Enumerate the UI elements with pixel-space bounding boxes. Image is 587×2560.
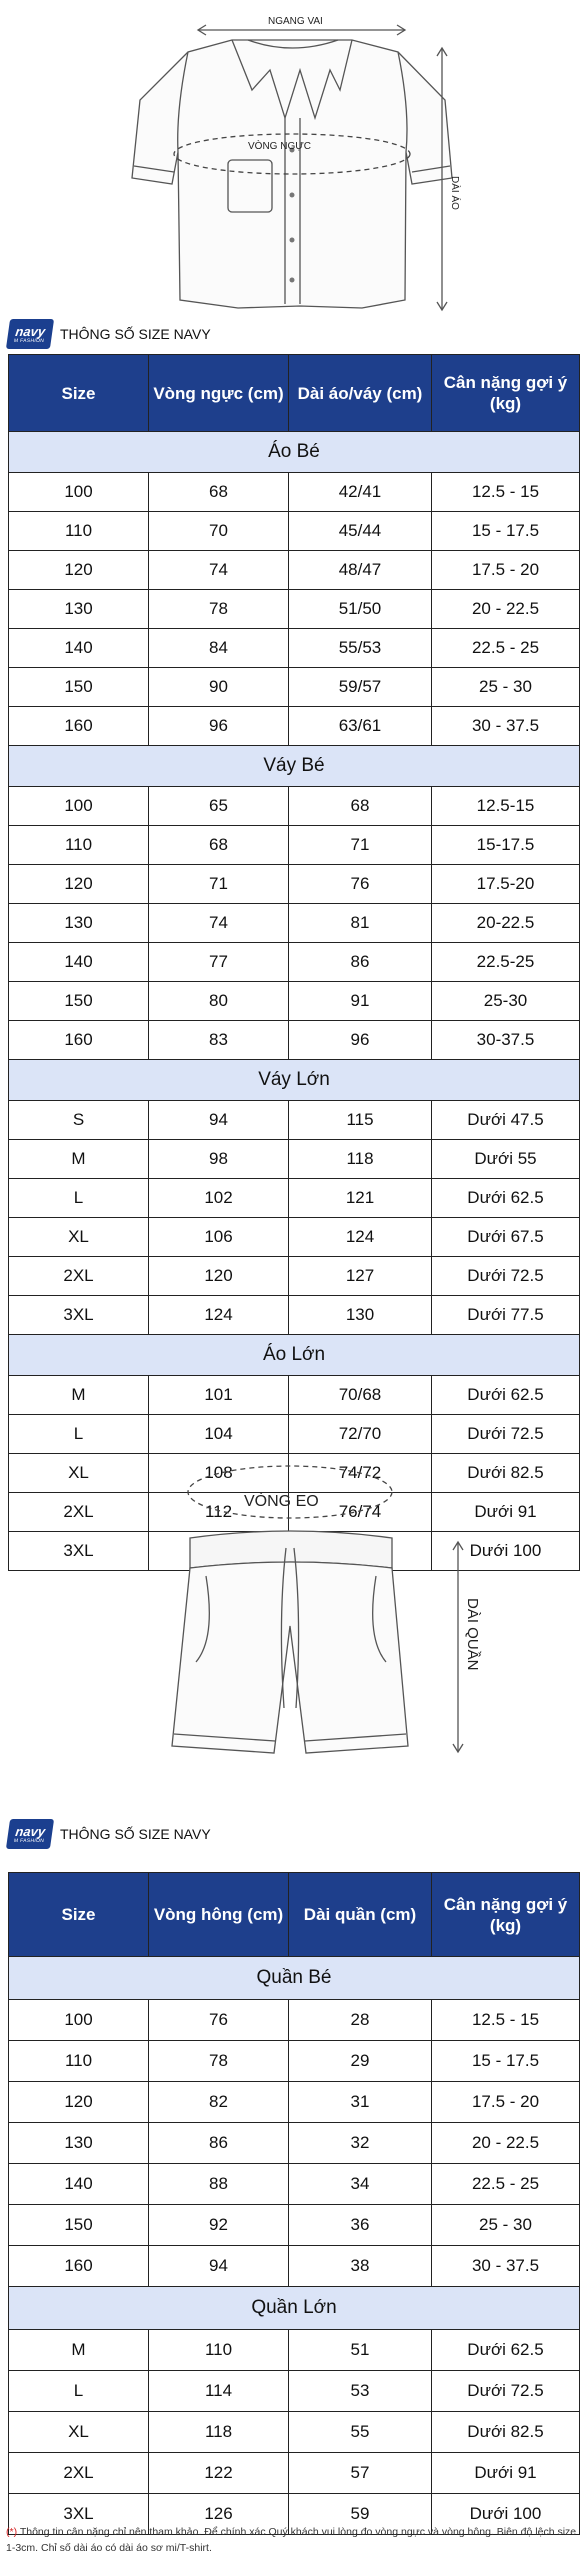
cell-size: 160: [9, 707, 149, 746]
header-weight: Cân nặng gợi ý (kg): [432, 355, 580, 432]
cell-length: 72/70: [289, 1415, 432, 1454]
navy-logo: [6, 1819, 54, 1849]
cell-length: 59: [289, 2494, 432, 2535]
cell-length: 55/53: [289, 629, 432, 668]
shoulder-label: NGANG VAI: [268, 16, 323, 27]
cell-weight: 30-37.5: [432, 1021, 580, 1060]
cell-size: 3XL: [9, 1532, 149, 1571]
cell-length: 91: [289, 982, 432, 1021]
cell-weight: Dưới 62.5: [432, 2330, 580, 2371]
cell-size: 2XL: [9, 1493, 149, 1532]
cell-length: 124: [289, 1218, 432, 1257]
table-row: [9, 1101, 580, 1140]
cell-measure: 82: [149, 2082, 289, 2123]
cell-size: 2XL: [9, 1257, 149, 1296]
table-row: [9, 707, 580, 746]
cell-length: 51: [289, 2330, 432, 2371]
table-row: [9, 826, 580, 865]
cell-weight: 20 - 22.5: [432, 2123, 580, 2164]
cell-length: 48/47: [289, 551, 432, 590]
section-title: Váy Bé: [9, 746, 580, 787]
cell-measure: 71: [149, 865, 289, 904]
table-row: [9, 2164, 580, 2205]
cell-size: L: [9, 1179, 149, 1218]
cell-size: 140: [9, 2164, 149, 2205]
cell-weight: Dưới 91: [432, 1493, 580, 1532]
cell-length: 81: [289, 904, 432, 943]
cell-weight: 17.5-20: [432, 865, 580, 904]
cell-length: 36: [289, 2205, 432, 2246]
cell-weight: 30 - 37.5: [432, 2246, 580, 2287]
cell-weight: Dưới 72.5: [432, 1415, 580, 1454]
cell-weight: 17.5 - 20: [432, 551, 580, 590]
cell-measure: 77: [149, 943, 289, 982]
cell-measure: 78: [149, 590, 289, 629]
cell-weight: Dưới 47.5: [432, 1101, 580, 1140]
cell-weight: Dưới 100: [432, 1532, 580, 1571]
cell-size: 130: [9, 590, 149, 629]
cell-length: 96: [289, 1021, 432, 1060]
cell-measure: 108: [149, 1454, 289, 1493]
section-title: Quần Bé: [9, 1957, 580, 2000]
cell-size: 100: [9, 2000, 149, 2041]
cell-measure: 126: [149, 2494, 289, 2535]
cell-length: 115: [289, 1101, 432, 1140]
brand-header-1: [8, 317, 211, 351]
cell-size: 120: [9, 865, 149, 904]
table-row: [9, 982, 580, 1021]
header-size: Size: [9, 1873, 149, 1957]
chest-label: VÒNG NGỰC: [248, 141, 311, 152]
cell-weight: Dưới 77.5: [432, 1296, 580, 1335]
cell-size: 160: [9, 1021, 149, 1060]
cell-size: XL: [9, 2412, 149, 2453]
length-label: DÀI ÁO: [449, 176, 460, 210]
table-row: [9, 1376, 580, 1415]
cell-weight: 30 - 37.5: [432, 707, 580, 746]
cell-measure: 90: [149, 668, 289, 707]
table-row: [9, 2412, 580, 2453]
shorts-size-table: [8, 1872, 580, 2535]
cell-measure: 106: [149, 1218, 289, 1257]
shirt-illustration: [0, 0, 587, 314]
table-header-row: [9, 355, 580, 432]
cell-size: 130: [9, 904, 149, 943]
cell-length: 32: [289, 2123, 432, 2164]
cell-weight: 25-30: [432, 982, 580, 1021]
cell-measure: 122: [149, 2453, 289, 2494]
table-row: [9, 512, 580, 551]
cell-weight: 12.5-15: [432, 787, 580, 826]
section-header-row: [9, 2287, 580, 2330]
shirt-measurement-diagram: [0, 0, 587, 314]
cell-measure: 112: [149, 1493, 289, 1532]
table-row: [9, 865, 580, 904]
table-row: [9, 473, 580, 512]
table-row: [9, 943, 580, 982]
cell-weight: 20 - 22.5: [432, 590, 580, 629]
cell-size: 100: [9, 787, 149, 826]
table-row: [9, 2453, 580, 2494]
table-row: [9, 2330, 580, 2371]
cell-length: 118: [289, 1140, 432, 1179]
cell-length: 70/68: [289, 1376, 432, 1415]
cell-size: XL: [9, 1454, 149, 1493]
cell-size: 150: [9, 668, 149, 707]
logo-tag: M FASHION: [13, 1837, 45, 1844]
table-row: [9, 1140, 580, 1179]
cell-weight: 15-17.5: [432, 826, 580, 865]
section-header-row: [9, 1060, 580, 1101]
cell-measure: 96: [149, 707, 289, 746]
section-header-row: [9, 1335, 580, 1376]
cell-length: 31: [289, 2082, 432, 2123]
cell-length: 127: [289, 1257, 432, 1296]
shorts-illustration: [0, 1448, 587, 1794]
table-row: [9, 2000, 580, 2041]
cell-measure: 83: [149, 1021, 289, 1060]
cell-measure: 124: [149, 1296, 289, 1335]
cell-weight: Dưới 72.5: [432, 1257, 580, 1296]
cell-length: 28: [289, 2000, 432, 2041]
cell-measure: 78: [149, 2041, 289, 2082]
cell-size: S: [9, 1101, 149, 1140]
section-header-row: [9, 746, 580, 787]
size-chart-title: THÔNG SỐ SIZE NAVY: [60, 326, 211, 342]
cell-length: 42/41: [289, 473, 432, 512]
cell-weight: Dưới 72.5: [432, 2371, 580, 2412]
cell-weight: Dưới 55: [432, 1140, 580, 1179]
cell-weight: Dưới 91: [432, 2453, 580, 2494]
cell-measure: 92: [149, 2205, 289, 2246]
footnote-text: Thông tin cân nặng chỉ nên tham khảo. Để chính xác Quý khách vui lòng đo vòng ngực và vòng hông. Biên độ lệch size 1-3cm. Chỉ số dài áo có dài áo sơ mi/T-shirt.: [6, 2526, 577, 2554]
cell-size: 140: [9, 629, 149, 668]
cell-measure: 70: [149, 512, 289, 551]
cell-measure: 68: [149, 473, 289, 512]
cell-length: 76/74: [289, 1493, 432, 1532]
cell-size: M: [9, 1140, 149, 1179]
cell-measure: 76: [149, 2000, 289, 2041]
cell-weight: 25 - 30: [432, 668, 580, 707]
cell-measure: 68: [149, 826, 289, 865]
table-row: [9, 590, 580, 629]
footnote: [6, 2524, 584, 2556]
cell-length: 68: [289, 787, 432, 826]
cell-weight: 15 - 17.5: [432, 2041, 580, 2082]
section-title: Váy Lớn: [9, 1060, 580, 1101]
logo-tag: M FASHION: [13, 337, 45, 344]
cell-measure: 104: [149, 1415, 289, 1454]
section-title: Áo Bé: [9, 432, 580, 473]
cell-weight: Dưới 62.5: [432, 1376, 580, 1415]
cell-weight: 20-22.5: [432, 904, 580, 943]
header-length: Dài áo/váy (cm): [289, 355, 432, 432]
navy-logo: [6, 319, 54, 349]
cell-size: L: [9, 2371, 149, 2412]
cell-length: 63/61: [289, 707, 432, 746]
brand-header-2: [8, 1817, 211, 1851]
cell-size: 120: [9, 2082, 149, 2123]
table-row: [9, 2246, 580, 2287]
cell-size: M: [9, 1376, 149, 1415]
header-length: Dài quần (cm): [289, 1873, 432, 1957]
cell-size: 2XL: [9, 2453, 149, 2494]
cell-length: 76: [289, 865, 432, 904]
cell-length: 53: [289, 2371, 432, 2412]
table-row: [9, 668, 580, 707]
cell-length: 38: [289, 2246, 432, 2287]
cell-size: L: [9, 1415, 149, 1454]
cell-size: 150: [9, 2205, 149, 2246]
cell-measure: 102: [149, 1179, 289, 1218]
cell-measure: 74: [149, 551, 289, 590]
cell-measure: 84: [149, 629, 289, 668]
table-row: [9, 2371, 580, 2412]
cell-size: 3XL: [9, 1296, 149, 1335]
cell-length: 121: [289, 1179, 432, 1218]
cell-measure: 101: [149, 1376, 289, 1415]
waist-label: VÒNG EO: [244, 1493, 319, 1510]
cell-length: 130: [289, 1296, 432, 1335]
table-header-row: [9, 1873, 580, 1957]
logo-word: navy: [14, 1823, 47, 1839]
cell-weight: Dưới 82.5: [432, 2412, 580, 2453]
shorts-measurement-diagram: [0, 1448, 587, 1794]
logo-word: navy: [14, 323, 47, 339]
cell-measure: 65: [149, 787, 289, 826]
table-row: [9, 1179, 580, 1218]
cell-weight: 22.5 - 25: [432, 2164, 580, 2205]
cell-size: 140: [9, 943, 149, 982]
cell-size: 130: [9, 2123, 149, 2164]
footnote-asterisk: (*): [6, 2526, 18, 2538]
cell-weight: 17.5 - 20: [432, 2082, 580, 2123]
cell-measure: 114: [149, 2371, 289, 2412]
cell-weight: Dưới 100: [432, 2494, 580, 2535]
table-row: [9, 1257, 580, 1296]
section-title: Áo Lớn: [9, 1335, 580, 1376]
cell-weight: Dưới 67.5: [432, 1218, 580, 1257]
cell-measure: 94: [149, 2246, 289, 2287]
section-title: Quần Lớn: [9, 2287, 580, 2330]
cell-weight: Dưới 82.5: [432, 1454, 580, 1493]
table-row: [9, 2041, 580, 2082]
table-row: [9, 2082, 580, 2123]
cell-measure: 86: [149, 2123, 289, 2164]
cell-size: 3XL: [9, 2494, 149, 2535]
cell-weight: 15 - 17.5: [432, 512, 580, 551]
cell-length: 59/57: [289, 668, 432, 707]
table-row: [9, 1021, 580, 1060]
cell-measure: 88: [149, 2164, 289, 2205]
cell-weight: 12.5 - 15: [432, 473, 580, 512]
cell-weight: Dưới 62.5: [432, 1179, 580, 1218]
cell-size: 110: [9, 826, 149, 865]
size-chart-title: THÔNG SỐ SIZE NAVY: [60, 1826, 211, 1842]
table-row: [9, 904, 580, 943]
table-row: [9, 629, 580, 668]
table-row: [9, 1218, 580, 1257]
cell-size: 110: [9, 512, 149, 551]
cell-measure: 120: [149, 1257, 289, 1296]
cell-measure: 110: [149, 2330, 289, 2371]
table-row: [9, 787, 580, 826]
table-row: [9, 1296, 580, 1335]
cell-length: 51/50: [289, 590, 432, 629]
cell-size: XL: [9, 1218, 149, 1257]
cell-length: 34: [289, 2164, 432, 2205]
cell-length: 55: [289, 2412, 432, 2453]
cell-length: 29: [289, 2041, 432, 2082]
cell-measure: 118: [149, 2412, 289, 2453]
cell-measure: 80: [149, 982, 289, 1021]
cell-size: 160: [9, 2246, 149, 2287]
table-row: [9, 2123, 580, 2164]
cell-size: 120: [9, 551, 149, 590]
cell-size: M: [9, 2330, 149, 2371]
header-hip: Vòng hông (cm): [149, 1873, 289, 1957]
cell-measure: 98: [149, 1140, 289, 1179]
header-chest: Vòng ngực (cm): [149, 355, 289, 432]
header-weight: Cân nặng gợi ý (kg): [432, 1873, 580, 1957]
cell-size: 150: [9, 982, 149, 1021]
cell-length: 86: [289, 943, 432, 982]
section-header-row: [9, 432, 580, 473]
section-header-row: [9, 1957, 580, 2000]
cell-length: 74/72: [289, 1454, 432, 1493]
cell-measure: 74: [149, 904, 289, 943]
cell-weight: 22.5 - 25: [432, 629, 580, 668]
table-row: [9, 2205, 580, 2246]
cell-length: 45/44: [289, 512, 432, 551]
header-size: Size: [9, 355, 149, 432]
table-row: [9, 551, 580, 590]
cell-weight: 25 - 30: [432, 2205, 580, 2246]
cell-weight: 12.5 - 15: [432, 2000, 580, 2041]
cell-weight: 22.5-25: [432, 943, 580, 982]
cell-size: 110: [9, 2041, 149, 2082]
cell-length: 71: [289, 826, 432, 865]
shorts-length-label: DÀI QUẦN: [464, 1598, 481, 1671]
cell-length: 57: [289, 2453, 432, 2494]
shirt-dress-size-table: [8, 354, 580, 1571]
cell-measure: 94: [149, 1101, 289, 1140]
cell-size: 100: [9, 473, 149, 512]
